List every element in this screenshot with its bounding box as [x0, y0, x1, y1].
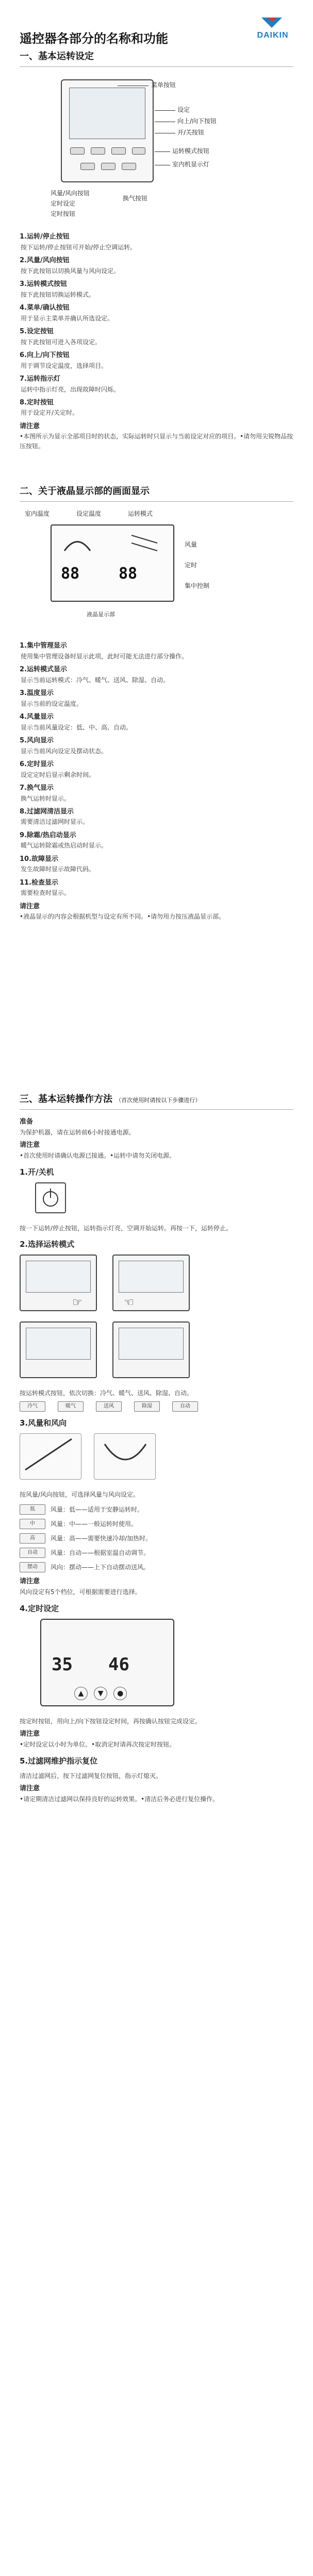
- fan-option-text: 风量：低——适用于安静运转时。: [51, 1505, 144, 1513]
- remote-screen: [69, 88, 145, 139]
- lcd-diagram: [20, 509, 293, 638]
- note-heading: 请注意: [20, 1578, 40, 1586]
- section-basic-setting: [20, 49, 293, 451]
- remote-screen: [119, 1328, 184, 1360]
- note-text: •液晶显示的内容会根据机型与设定有所不同。•请勿用力按压液晶显示部。: [20, 913, 225, 921]
- hand-icon: ☞: [72, 1296, 83, 1310]
- note-text: •本图所示为显示全部项目时的状态，实际运转时只显示与当前设定对应的项目。•请勿用尖锐物品按压按钮。: [20, 433, 293, 450]
- item-text: 用于显示主菜单并确认所选设定。: [21, 314, 114, 322]
- fan-option-icon: 低: [20, 1504, 45, 1515]
- fan-option: [20, 1519, 293, 1529]
- step1-illustration: [20, 1182, 293, 1224]
- remote-button: [132, 147, 145, 155]
- step1-heading: 1.开/关机: [20, 1167, 54, 1177]
- callout-label: 换气按钮: [123, 194, 148, 202]
- item-heading: 8.过滤网清洁显示: [20, 807, 74, 816]
- mode-cool: 冷气: [20, 1401, 45, 1412]
- lcd-item-list: [20, 641, 293, 922]
- fan-option: [20, 1533, 293, 1544]
- fan-speed-icon: [20, 1434, 81, 1479]
- fan-option: [20, 1562, 293, 1572]
- logo-triangle-icon: [261, 18, 282, 28]
- lcd-label: 集中控制: [185, 582, 210, 589]
- remote-screen: [119, 1261, 184, 1293]
- step2-heading: 2.选择运转模式: [20, 1240, 75, 1249]
- up-arrow-icon: ▲: [74, 1687, 88, 1700]
- item-text: 使用集中管理设备时显示此项，此时可能无法进行部分操作。: [21, 652, 188, 660]
- step4-illustration: [20, 1619, 293, 1717]
- callout-label: 运转模式按钮: [172, 147, 210, 155]
- item-heading: 7.运转指示灯: [20, 375, 60, 383]
- callout-label: 室内机显示灯: [172, 160, 210, 168]
- remote-image: [112, 1255, 190, 1311]
- callout-label: 定时按钮: [51, 210, 76, 217]
- power-icon: [36, 1183, 65, 1212]
- step4-text: 按定时按钮，用向上/向下按钮设定时间，再按确认按钮完成设定。: [20, 1717, 202, 1725]
- remote-image: [20, 1255, 97, 1311]
- lcd-label: 风量: [185, 540, 197, 548]
- timer-display-image: [40, 1619, 174, 1706]
- item-heading: 10.故障显示: [20, 855, 59, 863]
- note-text: •请定期清洁过滤网以保持良好的运转效果。•清洁后务必进行复位操作。: [20, 1795, 219, 1803]
- item-text: 发生故障时显示故障代码。: [21, 866, 95, 873]
- section-title: 二、关于液晶显示部的画面显示: [20, 484, 293, 502]
- prep-heading: 准备: [20, 1117, 34, 1126]
- fan-panel-image: [94, 1433, 156, 1480]
- fan-option-text: 风量：自动——根据室温自动调节。: [51, 1549, 150, 1556]
- mode-auto: 自动: [172, 1401, 198, 1412]
- item-text: 换气运转时显示。: [21, 794, 71, 802]
- lcd-caption: 液晶显示部: [87, 611, 115, 618]
- step4-heading: 4.定时设定: [20, 1603, 59, 1613]
- callout-label: 定时设定: [51, 199, 76, 207]
- item-text: 按下此按钮可进入各项设定。: [21, 338, 102, 346]
- remote-button: [70, 147, 85, 155]
- lcd-digits-right: 88: [119, 564, 138, 583]
- section-title: 一、基本运转设定: [20, 49, 293, 67]
- mode-dry: 除湿: [134, 1401, 160, 1412]
- section-title: [20, 1092, 293, 1110]
- item-heading: 4.风量显示: [20, 713, 54, 721]
- item-heading: 2.运转模式显示: [20, 665, 67, 673]
- item-heading: 5.风向显示: [20, 736, 54, 744]
- item-heading: 7.换气显示: [20, 784, 54, 792]
- note-heading: 请注意: [20, 1785, 40, 1793]
- confirm-icon: ●: [113, 1687, 127, 1700]
- item-heading: 9.除霜/热启动显示: [20, 831, 76, 839]
- step3-heading: 3.风量和风向: [20, 1418, 67, 1428]
- lcd-label: 室内温度: [25, 510, 50, 517]
- item-text: 显示当前风量设定：低、中、高、自动。: [21, 723, 133, 731]
- item-heading: 2.风量/风向按钮: [20, 256, 70, 264]
- step2-illustration: [20, 1255, 293, 1388]
- note-heading: 请注意: [20, 1730, 40, 1738]
- section-lcd-display: [20, 484, 293, 922]
- item-heading: 3.温度显示: [20, 689, 54, 697]
- note-heading: 请注意: [20, 902, 40, 910]
- note-heading: 请注意: [20, 422, 40, 430]
- item-text: 运转中指示灯亮，出现故障时闪烁。: [21, 385, 120, 393]
- timer-buttons: [72, 1687, 129, 1700]
- fan-option-icon: 中: [20, 1519, 45, 1529]
- lcd-label: 设定温度: [76, 510, 102, 517]
- callout-label: 开/关按钮: [177, 128, 205, 136]
- item-heading: 8.定时按钮: [20, 398, 54, 406]
- item-text: 需要清洁过滤网时显示。: [21, 818, 89, 826]
- note-heading: 请注意: [20, 1141, 40, 1149]
- step1-text: 按一下运转/停止按钮，运转指示灯亮，空调开始运转。再按一下，运转停止。: [20, 1224, 233, 1232]
- section-title-text: 三、基本运转操作方法: [20, 1094, 112, 1105]
- step2-text: 按运转模式按钮，依次切换：冷气、暖气、送风、除湿、自动。: [20, 1389, 193, 1397]
- step3-illustration: [20, 1433, 293, 1490]
- remote-button: [101, 163, 116, 170]
- swing-icon: [94, 1434, 155, 1479]
- remote-button: [111, 147, 126, 155]
- item-text: 用于设定开/关定时。: [21, 409, 79, 417]
- fan-option-icon: 摆动: [20, 1562, 45, 1572]
- mode-list: [20, 1401, 293, 1412]
- item-heading: 6.向上/向下按钮: [20, 351, 70, 359]
- item-text: 显示当前的设定温度。: [21, 700, 83, 707]
- remote-diagram: [20, 74, 293, 229]
- fan-option-list: [20, 1504, 293, 1572]
- item-heading: 1.集中管理显示: [20, 641, 67, 650]
- remote-button: [122, 163, 136, 170]
- remote-button: [91, 147, 105, 155]
- power-button-image: [35, 1182, 66, 1213]
- item-text: 按下运转/停止按钮可开始/停止空调运转。: [21, 243, 137, 251]
- daikin-logo: [250, 18, 295, 38]
- step5-text: 清洁过滤网后，按下过滤网复位按钮，指示灯熄灭。: [20, 1772, 162, 1780]
- note-text: 风向设定有5个档位，可根据需要进行选择。: [20, 1588, 141, 1596]
- item-text: 用于调节设定温度，选择项目。: [21, 362, 108, 369]
- airflow-icon: [129, 533, 160, 553]
- timer-digits-right: 46: [108, 1654, 129, 1675]
- fan-option: [20, 1504, 293, 1515]
- item-heading: 5.设定按钮: [20, 327, 54, 335]
- fan-option-text: 风量：高——需要快速冷却/加热时。: [51, 1534, 152, 1542]
- item-text: 需要检查时显示。: [21, 889, 71, 897]
- lcd-screen-image: [51, 524, 174, 602]
- note-text: •首次使用时请确认电源已接通。•运转中请勿关闭电源。: [20, 1151, 176, 1159]
- callout-label: 向上/向下按钮: [177, 117, 217, 125]
- function-list: [20, 232, 293, 451]
- item-heading: 3.运转模式按钮: [20, 280, 67, 288]
- note-text: •定时设定以小时为单位。•取消定时请再次按定时按钮。: [20, 1741, 176, 1749]
- lcd-label: 定时: [185, 561, 197, 569]
- mode-fan: 送风: [96, 1401, 122, 1412]
- remote-button: [80, 163, 95, 170]
- callout-label: 风量/风向按钮: [51, 189, 90, 197]
- item-heading: 6.定时显示: [20, 760, 54, 768]
- fan-option-text: 风向：摆动——上下自动摆动送风。: [51, 1563, 150, 1571]
- fan-option-text: 风量：中——一般运转时使用。: [51, 1520, 138, 1528]
- timer-digits-left: 35: [52, 1654, 73, 1675]
- mode-heat: 暖气: [58, 1401, 84, 1412]
- callout-label: 菜单按钮: [151, 81, 176, 89]
- logo-text: DAIKIN: [257, 31, 289, 40]
- item-text: 暖气运转除霜或热启动时显示。: [21, 842, 108, 850]
- page-title: 遥控器各部分的名称和功能: [20, 31, 168, 46]
- item-text: 按下此按钮以切换风量与风向设定。: [21, 267, 120, 275]
- item-heading: 4.菜单/确认按钮: [20, 303, 70, 312]
- item-text: 显示当前风向设定及摆动状态。: [21, 747, 108, 755]
- remote-image: [20, 1321, 97, 1378]
- lcd-digits-left: 88: [61, 564, 80, 583]
- hand-icon: ☜: [124, 1296, 134, 1310]
- remote-controller-image: [61, 79, 154, 182]
- remote-image: [112, 1321, 190, 1378]
- fan-option: [20, 1548, 293, 1558]
- step5-heading: 5.过滤网维护指示复位: [20, 1756, 98, 1766]
- item-heading: 11.检查显示: [20, 878, 59, 887]
- remote-screen: [26, 1261, 91, 1293]
- item-text: 按下此按钮切换运转模式。: [21, 291, 95, 298]
- item-heading: 1.运转/停止按钮: [20, 232, 70, 241]
- callout-label: 设定: [177, 106, 190, 113]
- item-text: 设定定时后显示剩余时间。: [21, 771, 95, 778]
- lcd-label: 运转模式: [128, 510, 153, 517]
- fan-option-icon: 自动: [20, 1548, 45, 1558]
- remote-screen: [26, 1328, 91, 1360]
- step3-text: 按风量/风向按钮，可选择风量与风向设定。: [20, 1490, 140, 1498]
- callout-line: [155, 110, 175, 111]
- callout-line: [155, 151, 170, 152]
- section-basic-operation: [20, 1092, 293, 1804]
- fan-panel-image: [20, 1433, 81, 1480]
- fan-icon: [62, 533, 93, 553]
- down-arrow-icon: ▼: [94, 1687, 107, 1700]
- item-text: 显示当前运转模式：冷气、暖气、送风、除湿、自动。: [21, 676, 170, 684]
- prep-text: 为保护机器，请在运转前6小时接通电源。: [20, 1128, 135, 1136]
- section-subtitle: （首次使用时请按以下步骤进行）: [116, 1097, 201, 1104]
- fan-option-icon: 高: [20, 1533, 45, 1544]
